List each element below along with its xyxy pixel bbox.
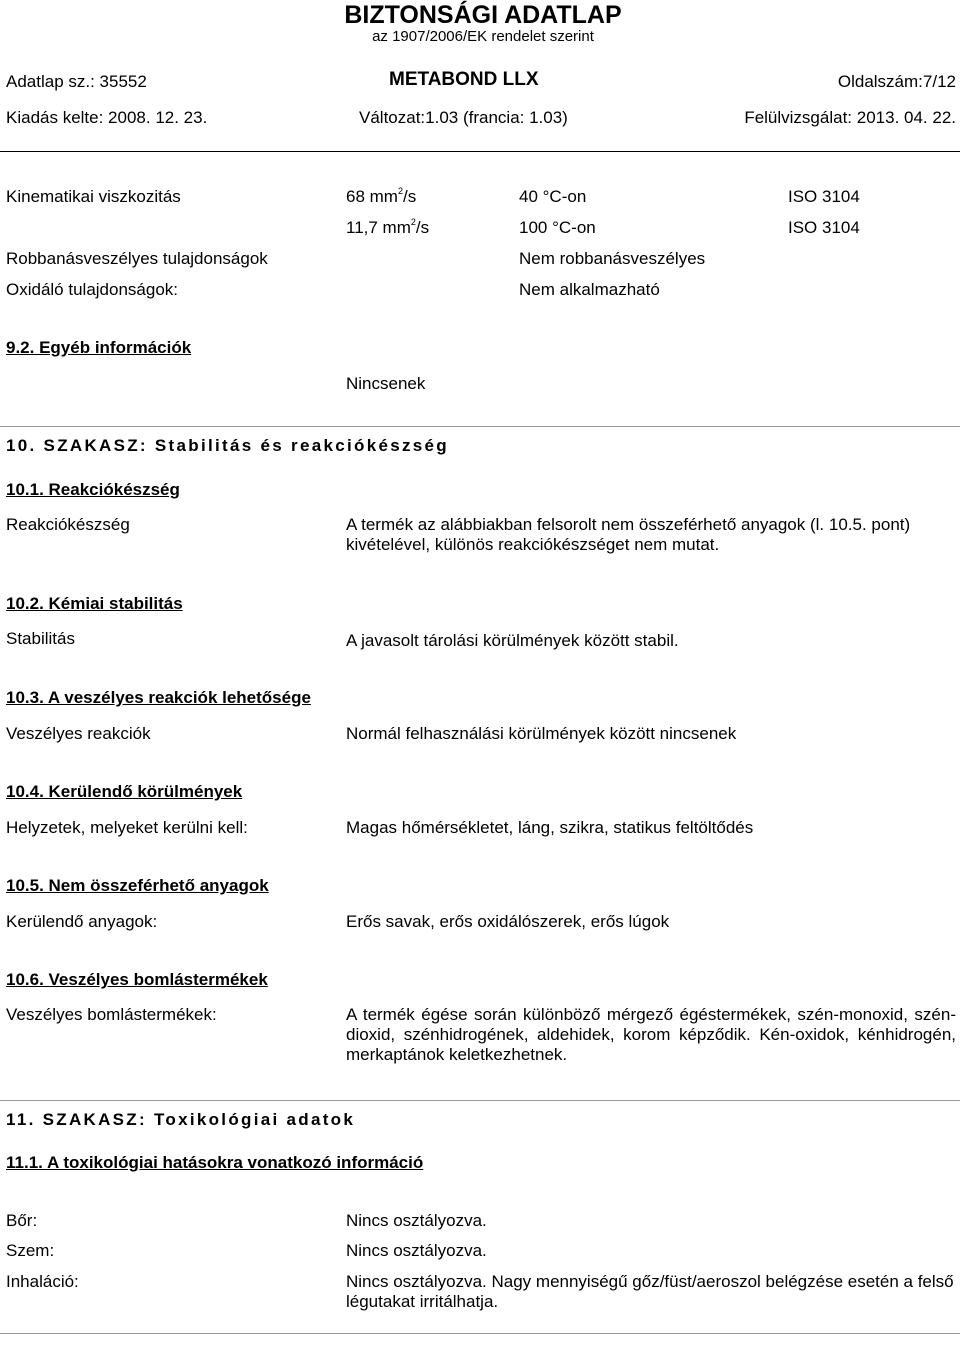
decomposition-text: A termék égése során különböző mérgező égéstermékek, szén-monoxid, szén-dioxid, szénhidrogének, aldehidek, korom képződik. Kén-oxidok, kénhidrogén, merkaptánok keletkezhetnek. — [346, 1005, 956, 1064]
skin-value: Nincs osztályozva. — [346, 1211, 487, 1230]
conditions-avoid-text: Magas hőmérsékletet, láng, szikra, statikus feltöltődés — [346, 818, 754, 837]
header-divider — [0, 151, 960, 152]
oxidising-value: Nem alkalmazható — [519, 280, 660, 299]
incompatible-label: Kerülendő anyagok: — [6, 912, 158, 931]
section-11-heading: 11. SZAKASZ: Toxikológiai adatok — [6, 1110, 356, 1129]
explosive-label: Robbanásveszélyes tulajdonságok — [6, 249, 268, 268]
section-10-divider — [0, 426, 960, 427]
explosive-value: Nem robbanásveszélyes — [519, 249, 706, 268]
section-10-6-heading: 10.6. Veszélyes bomlástermékek — [6, 970, 268, 989]
inhalation-value: Nincs osztályozva. Nagy mennyiségű gőz/füst/aeroszol belégzése esetén a felső légutakat irritálhatja. — [346, 1272, 954, 1311]
document-title: BIZTONSÁGI ADATLAP — [344, 1, 622, 29]
section-11-divider — [0, 1100, 960, 1101]
section-9-2-text: Nincsenek — [346, 374, 426, 393]
inhalation-label: Inhaláció: — [6, 1272, 79, 1291]
sheet-number: Adatlap sz.: 35552 — [6, 72, 147, 91]
decomposition-label: Veszélyes bomlástermékek: — [6, 1005, 217, 1024]
section-10-1-heading: 10.1. Reakciókészség — [6, 480, 180, 499]
section-9-2-heading: 9.2. Egyéb információk — [6, 338, 192, 357]
viscosity-label: Kinematikai viszkozitás — [6, 187, 181, 206]
section-10-2-heading: 10.2. Kémiai stabilitás — [6, 594, 183, 613]
oxidising-label: Oxidáló tulajdonságok: — [6, 280, 179, 299]
viscosity-method-2: ISO 3104 — [788, 218, 860, 237]
viscosity-value-1-exponent: 2 — [397, 186, 403, 197]
footer-divider — [0, 1333, 960, 1334]
stability-label: Stabilitás — [6, 629, 75, 648]
section-10-3-heading: 10.3. A veszélyes reakciók lehetősége — [6, 688, 311, 707]
viscosity-value-1 — [346, 187, 416, 207]
viscosity-value-1-number: 68 mm — [346, 187, 398, 206]
hazardous-reactions-text: Normál felhasználási körülmények között nincsenek — [346, 724, 737, 743]
review-date: Felülvizsgálat: 2013. 04. 22. — [744, 108, 956, 127]
hazardous-reactions-label: Veszélyes reakciók — [6, 724, 151, 743]
viscosity-temp-2: 100 °C-on — [519, 218, 596, 237]
stability-text: A javasolt tárolási körülmények között stabil. — [346, 631, 679, 650]
viscosity-method-1: ISO 3104 — [788, 187, 860, 206]
product-name: METABOND LLX — [389, 69, 539, 90]
viscosity-value-2 — [346, 218, 429, 238]
section-11-1-heading: 11.1. A toxikológiai hatásokra vonatkozó információ — [6, 1153, 424, 1172]
incompatible-text: Erős savak, erős oxidálószerek, erős lúgok — [346, 912, 670, 931]
document-subtitle: az 1907/2006/EK rendelet szerint — [372, 28, 594, 45]
viscosity-value-1-unit: /s — [402, 187, 417, 206]
conditions-avoid-label: Helyzetek, melyeket kerülni kell: — [6, 818, 248, 837]
page-number: Oldalszám:7/12 — [837, 72, 956, 91]
eye-value: Nincs osztályozva. — [346, 1241, 487, 1260]
viscosity-value-2-exponent: 2 — [410, 217, 416, 228]
viscosity-temp-1: 40 °C-on — [519, 187, 587, 206]
section-10-heading: 10. SZAKASZ: Stabilitás és reakciókészség — [6, 436, 449, 455]
issue-date: Kiadás kelte: 2008. 12. 23. — [6, 108, 208, 127]
version: Változat:1.03 (francia: 1.03) — [359, 108, 568, 127]
eye-label: Szem: — [6, 1241, 55, 1260]
skin-label: Bőr: — [6, 1211, 38, 1230]
reactivity-label: Reakciókészség — [6, 515, 130, 534]
viscosity-value-2-unit: /s — [415, 218, 430, 237]
reactivity-text: A termék az alábbiakban felsorolt nem összeférhető anyagok (l. 10.5. pont) kivételével, különös reakciókészséget nem mutat. — [346, 515, 911, 554]
section-10-4-heading: 10.4. Kerülendő körülmények — [6, 782, 243, 801]
viscosity-value-2-number: 11,7 mm — [346, 218, 411, 237]
section-10-5-heading: 10.5. Nem összeférhető anyagok — [6, 876, 269, 895]
